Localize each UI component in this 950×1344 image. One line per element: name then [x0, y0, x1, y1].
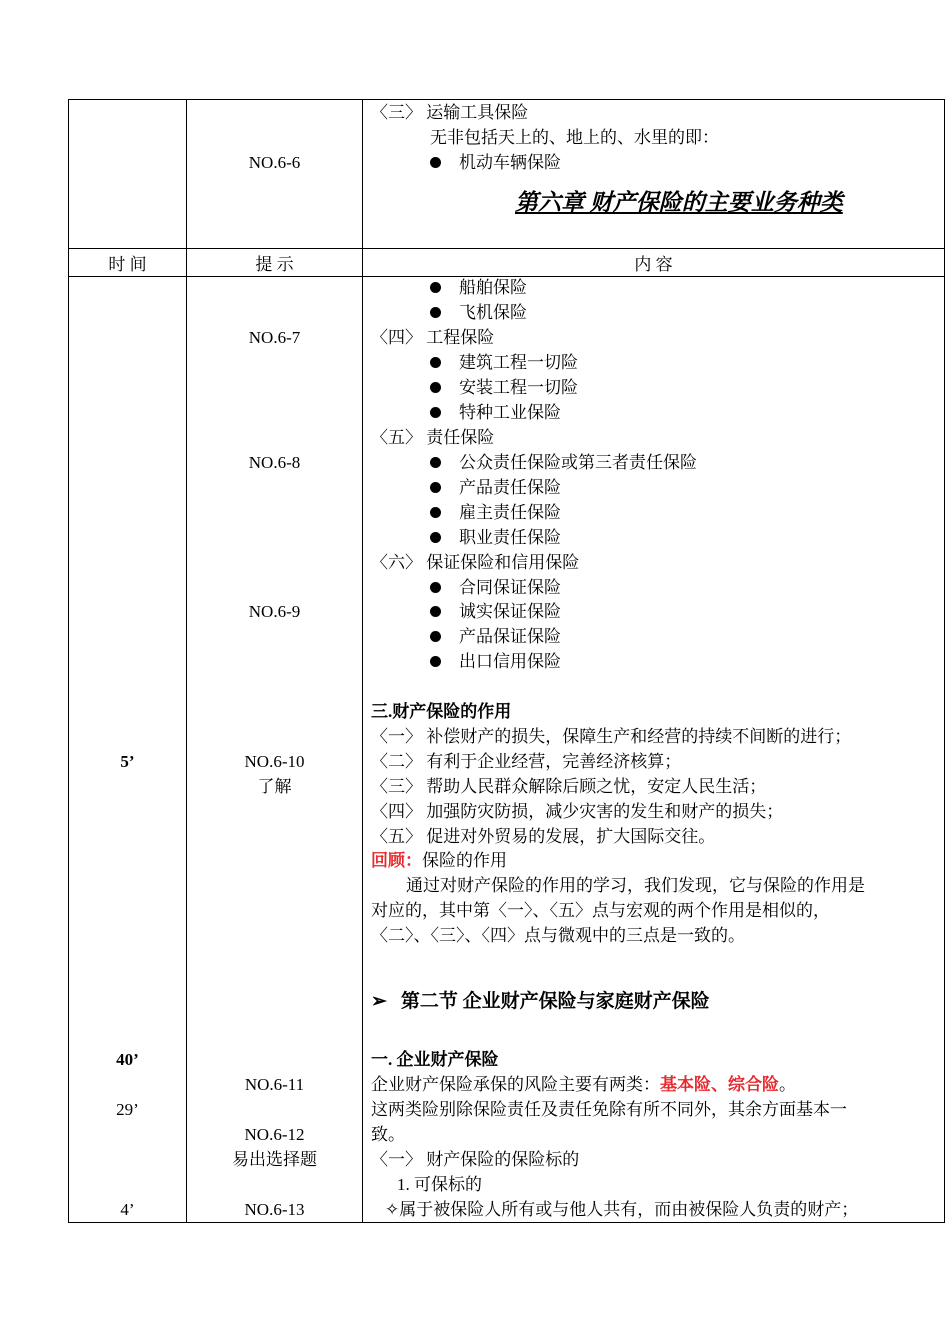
time-5: 5’ [120, 752, 135, 771]
review-label: 回顾： [371, 851, 422, 870]
header-hint: 提 示 [255, 255, 294, 274]
enterprise-line-1-text: 企业财产保险承保的风险主要有两类： [371, 1075, 660, 1094]
bullet-item [430, 650, 561, 674]
bullet-label: 出口信用保险 [459, 652, 561, 671]
bullet-item [430, 451, 697, 475]
bullet-icon [430, 307, 441, 318]
hint-no-6-7: NO.6-7 [248, 328, 301, 347]
section5-title: 〈五〉 责任保险 [371, 428, 495, 447]
hint-no-6-10: NO.6-10 [244, 752, 305, 771]
enterprise-title: 一. 企业财产保险 [371, 1050, 499, 1069]
bullet-item [430, 576, 561, 600]
subsection-1-item-2: ✧属于被保险人所有或与他人共有，而由被保险人负责的财产； [385, 1200, 859, 1219]
bullet-icon [430, 606, 441, 617]
bullet-item [430, 151, 561, 175]
bullet-item [430, 501, 561, 525]
subsection-1-item-1: 1. 可保标的 [397, 1175, 482, 1194]
enterprise-line-1 [371, 1073, 796, 1097]
header-top-border [68, 248, 945, 249]
bullet-icon [430, 382, 441, 393]
bullet-label: 公众责任保险或第三者责任保险 [459, 453, 697, 472]
hint-choice-question: 易出选择题 [232, 1150, 317, 1169]
role-item-5: 〈五〉 促进对外贸易的发展，扩大国际交往。 [371, 827, 716, 846]
hint-no-6-12: NO.6-12 [244, 1125, 305, 1144]
bullet-item [430, 401, 561, 425]
bullet-label: 雇主责任保险 [459, 503, 561, 522]
bullet-icon [430, 532, 441, 543]
bullet-label: 产品保证保险 [459, 627, 561, 646]
role-item-3: 〈三〉 帮助人民群众解除后顾之忧，安定人民生活； [371, 777, 767, 796]
role-item-4: 〈四〉 加强防灾防损，减少灾害的发生和财产的损失； [371, 802, 784, 821]
enterprise-line-2: 这两类险别除保险责任及责任免除有所不同外，其余方面基本一 [371, 1100, 847, 1119]
review-paragraph-1: 通过对财产保险的作用的学习，我们发现，它与保险的作用是 [406, 876, 865, 895]
time-40: 40’ [116, 1050, 139, 1069]
bullet-item [430, 625, 561, 649]
bullet-item [430, 376, 578, 400]
bullet-icon [430, 157, 441, 168]
bullet-label: 飞机保险 [459, 303, 527, 322]
bullet-item [430, 351, 578, 375]
bullet-item [430, 526, 561, 550]
bullet-label: 合同保证保险 [459, 578, 561, 597]
table-right-border [944, 99, 945, 1223]
hint-no-6-6: NO.6-6 [248, 153, 301, 172]
review-line [371, 849, 507, 873]
bullet-item [430, 276, 527, 300]
bullet-icon [430, 631, 441, 642]
review-text: 保险的作用 [422, 851, 507, 870]
table-top-border [68, 99, 945, 100]
bullet-icon [430, 482, 441, 493]
section6-title: 〈六〉 保证保险和信用保险 [371, 553, 580, 572]
review-paragraph-2: 对应的，其中第〈一〉、〈五〉点与宏观的两个作用是相似的， [371, 901, 830, 920]
time-4: 4’ [120, 1200, 135, 1219]
bullet-label: 机动车辆保险 [459, 153, 561, 172]
chapter-title: 第六章 财产保险的主要业务种类 [515, 190, 843, 215]
hint-no-6-11: NO.6-11 [244, 1075, 305, 1094]
section4-title: 〈四〉 工程保险 [371, 328, 495, 347]
bullet-label: 职业责任保险 [459, 528, 561, 547]
bullet-icon [430, 357, 441, 368]
section2-title: 第二节 企业财产保险与家庭财产保险 [400, 991, 710, 1012]
review-paragraph-3: 〈二〉、〈三〉、〈四〉点与微观中的三点是一致的。 [371, 926, 745, 945]
bullet-icon [430, 407, 441, 418]
bullet-item [430, 600, 561, 624]
header-content: 内 容 [634, 255, 673, 274]
table-bottom-border [68, 1222, 945, 1223]
bullet-label: 船舶保险 [459, 278, 527, 297]
bullet-icon [430, 656, 441, 667]
hint-no-6-9: NO.6-9 [248, 602, 301, 621]
bullet-icon [430, 582, 441, 593]
subsection-1-title: 〈一〉 财产保险的保险标的 [371, 1150, 580, 1169]
bullet-label: 建筑工程一切险 [459, 353, 578, 372]
bullet-icon [430, 507, 441, 518]
bullet-item [430, 476, 561, 500]
hint-no-6-8: NO.6-8 [248, 453, 301, 472]
role-item-2: 〈二〉 有利于企业经营，完善经济核算； [371, 752, 682, 771]
hint-no-6-13: NO.6-13 [244, 1200, 305, 1219]
bullet-icon [430, 282, 441, 293]
arrow-bullet-icon: ➢ [371, 991, 387, 1012]
enterprise-line-3: 致。 [371, 1125, 405, 1144]
bullet-label: 诚实保证保险 [459, 602, 561, 621]
role-item-1: 〈一〉 补偿财产的损失，保障生产和经营的持续不间断的进行； [371, 727, 852, 746]
enterprise-line-1-end: 。 [779, 1075, 796, 1094]
section-heading [371, 986, 710, 1013]
bullet-item [430, 301, 527, 325]
header-time: 时 间 [108, 255, 147, 274]
intro-text: 无非包括天上的、地上的、水里的即： [430, 128, 719, 147]
time-29: 29’ [116, 1100, 139, 1119]
hint-understand: 了解 [257, 777, 292, 796]
bullet-label: 特种工业保险 [459, 403, 561, 422]
enterprise-risk-types: 基本险、综合险 [660, 1075, 779, 1094]
role-title: 三.财产保险的作用 [371, 702, 512, 721]
section3-title: 〈三〉 运输工具保险 [371, 103, 529, 122]
bullet-icon [430, 457, 441, 468]
bullet-label: 产品责任保险 [459, 478, 561, 497]
bullet-label: 安装工程一切险 [459, 378, 578, 397]
